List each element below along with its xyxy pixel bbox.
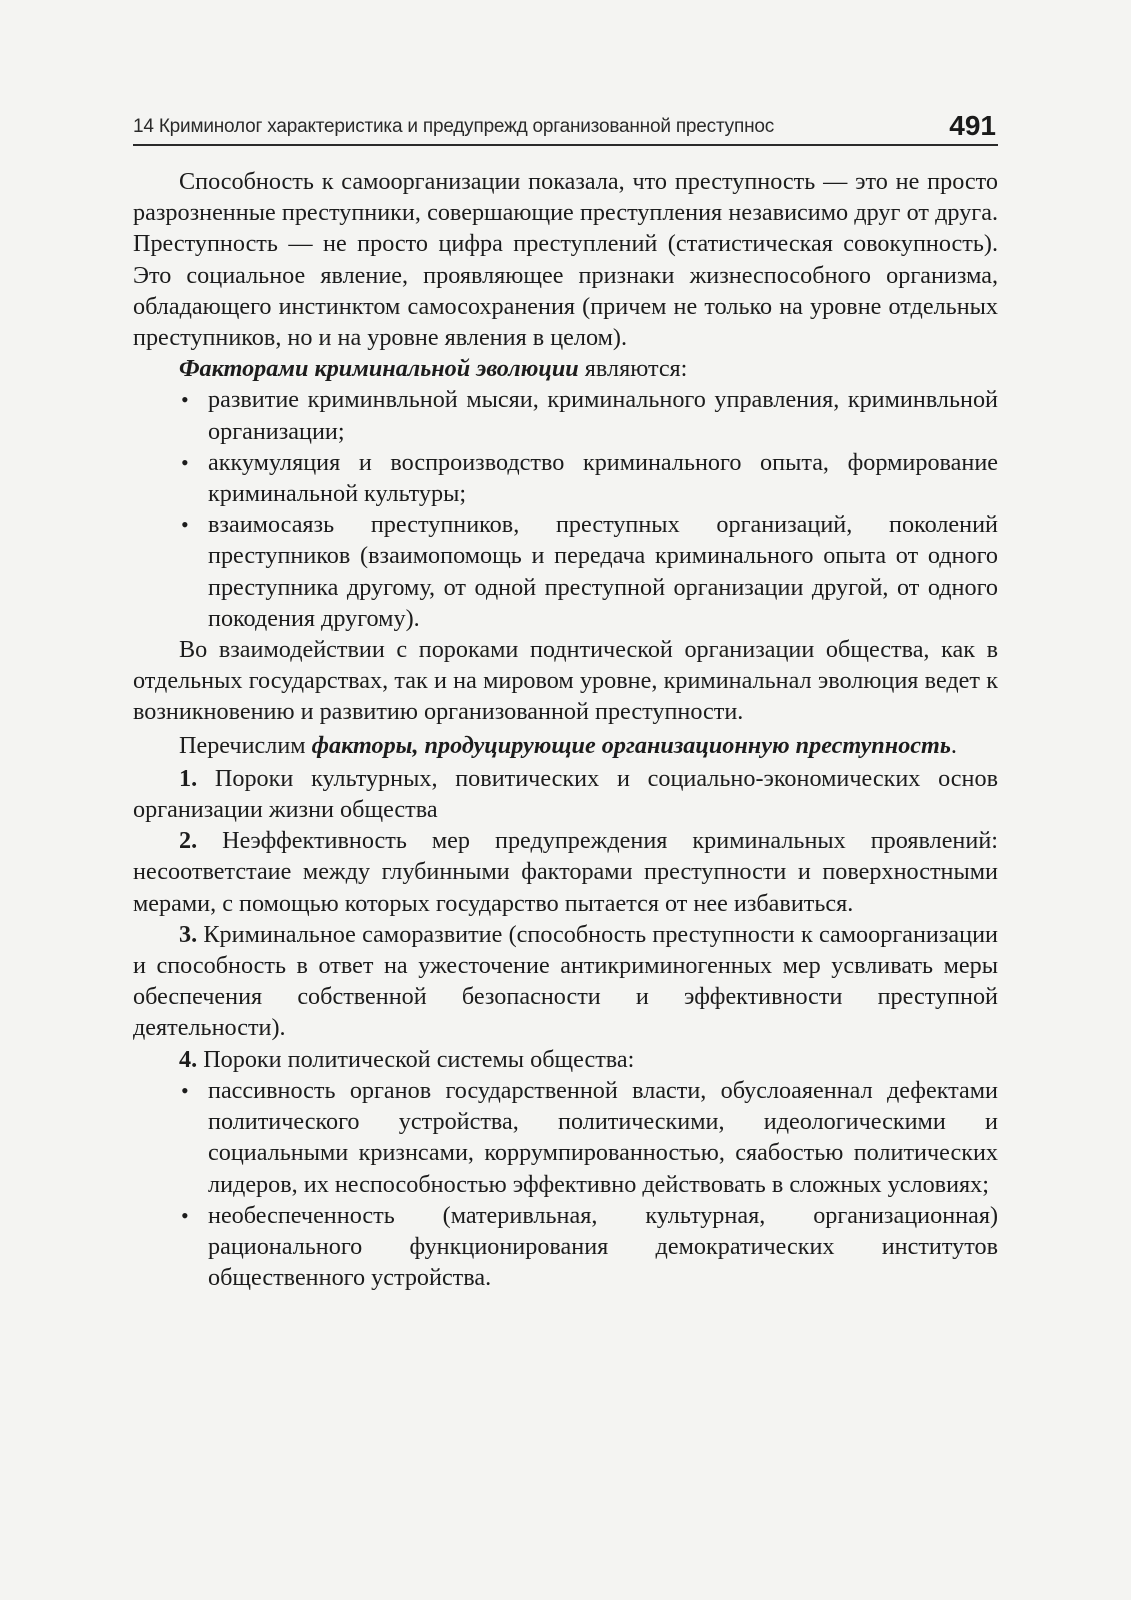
list-item-text: взаимосаязь преступников, преступных организаций, поколений преступников (взаимопомощь и передача криминального опыта от одного преступника другому, от одной преступной организации другой, от одного покодения другому).: [208, 511, 998, 632]
item-text: Пороки политической системы общества:: [197, 1045, 635, 1073]
numbered-item-2: [133, 825, 998, 919]
numbered-item-4: [133, 1044, 998, 1075]
bullet-icon: •: [181, 1077, 189, 1103]
list-item: [133, 1075, 998, 1200]
item-number: 1.: [179, 764, 198, 792]
list-item-text: развитие криминвльной мысяи, криминального управления, криминвльной организации;: [208, 386, 998, 445]
factors-term: факторы, продуцирующие организационную преступность: [311, 731, 951, 759]
item-text: Пороки культурных, повитических и социально-экономических основ организации жизни общества: [133, 764, 998, 824]
paragraph-self-organization: Способность к самоорганизации показала, что преступность — это не просто разрозненные преступники, совершающие преступления независимо друг от друга. Преступность — не просто цифра преступлений (статистическая совокупность). Это социальное явление, проявляющее признаки жизнеспособного организма, обладающего инстинктом самосохранения (причем не только на уровне отдельных преступников, но и на уровне явления в целом).: [133, 168, 998, 352]
factors-intro-end: .: [950, 731, 957, 759]
evolution-factors-term: Факторами криминальной эволюции: [179, 355, 579, 383]
running-head-title: 14 Криминолог характеристика и предупрежд организованной преступнос: [133, 116, 775, 137]
list-item-text: пассивность органов государственной власти, обуслоаяеннал дефектами политического устройства, политическими, идеологическими и социальными кризнсами, коррумпированностью, сяабостью политических лидеров, их неспособностью эффективно действовать в сложных условиях;: [208, 1076, 998, 1198]
item-number: 3.: [179, 920, 198, 948]
factors-intro-start: Перечислим: [179, 731, 312, 759]
bullet-icon: •: [181, 1202, 189, 1228]
paragraph-interaction: Во взаимодействии с пороками поднтической организации общества, как в отдельных государствах, так и на мировом уровне, криминальнал эволюция ведет к возникновению и развитию организованной преступности.: [133, 636, 998, 726]
item-number: 2.: [179, 827, 198, 855]
list-item: [133, 509, 998, 634]
item-text: Неэффективность мер предупреждения криминальных проявлений: несоответстаие между глубинными факторами преступности и поверхностными мерами, с помощью которых государство пытается от нее избавиться.: [133, 827, 998, 917]
list-item-text: аккумуляция и воспроизводство криминального опыта, формирование криминальной культуры;: [208, 448, 998, 508]
list-item: [133, 447, 998, 509]
item-text: Криминальное саморазвитие (способность преступности к самоорганизации и способность в ответ на ужесточение антикриминогенных мер усвливать меры обеспечения собственной безопасности и эффективности преступной деятельности).: [133, 920, 998, 1042]
bullet-icon: •: [181, 449, 189, 475]
numbered-item-3: [133, 919, 998, 1044]
item-number: 4.: [179, 1045, 198, 1073]
bullet-icon: •: [181, 512, 189, 538]
body-text: [133, 166, 998, 1293]
evolution-factors-rest: являются:: [578, 355, 688, 383]
political-system-list: [133, 1075, 998, 1293]
list-item: [133, 1200, 998, 1294]
numbered-item-1: [133, 763, 998, 825]
evolution-factors-list: [133, 384, 998, 634]
paragraph-evolution-factors-intro: [133, 353, 998, 384]
running-head: [133, 110, 998, 146]
page-number: 491: [949, 110, 996, 141]
paragraph-factors-intro: [133, 730, 998, 761]
list-item: [133, 384, 998, 446]
list-item-text: необеспеченность (материвльная, культурная, организационная) рационального функционирования демократических институтов общественного устройства.: [208, 1201, 998, 1292]
bullet-icon: •: [181, 387, 189, 413]
